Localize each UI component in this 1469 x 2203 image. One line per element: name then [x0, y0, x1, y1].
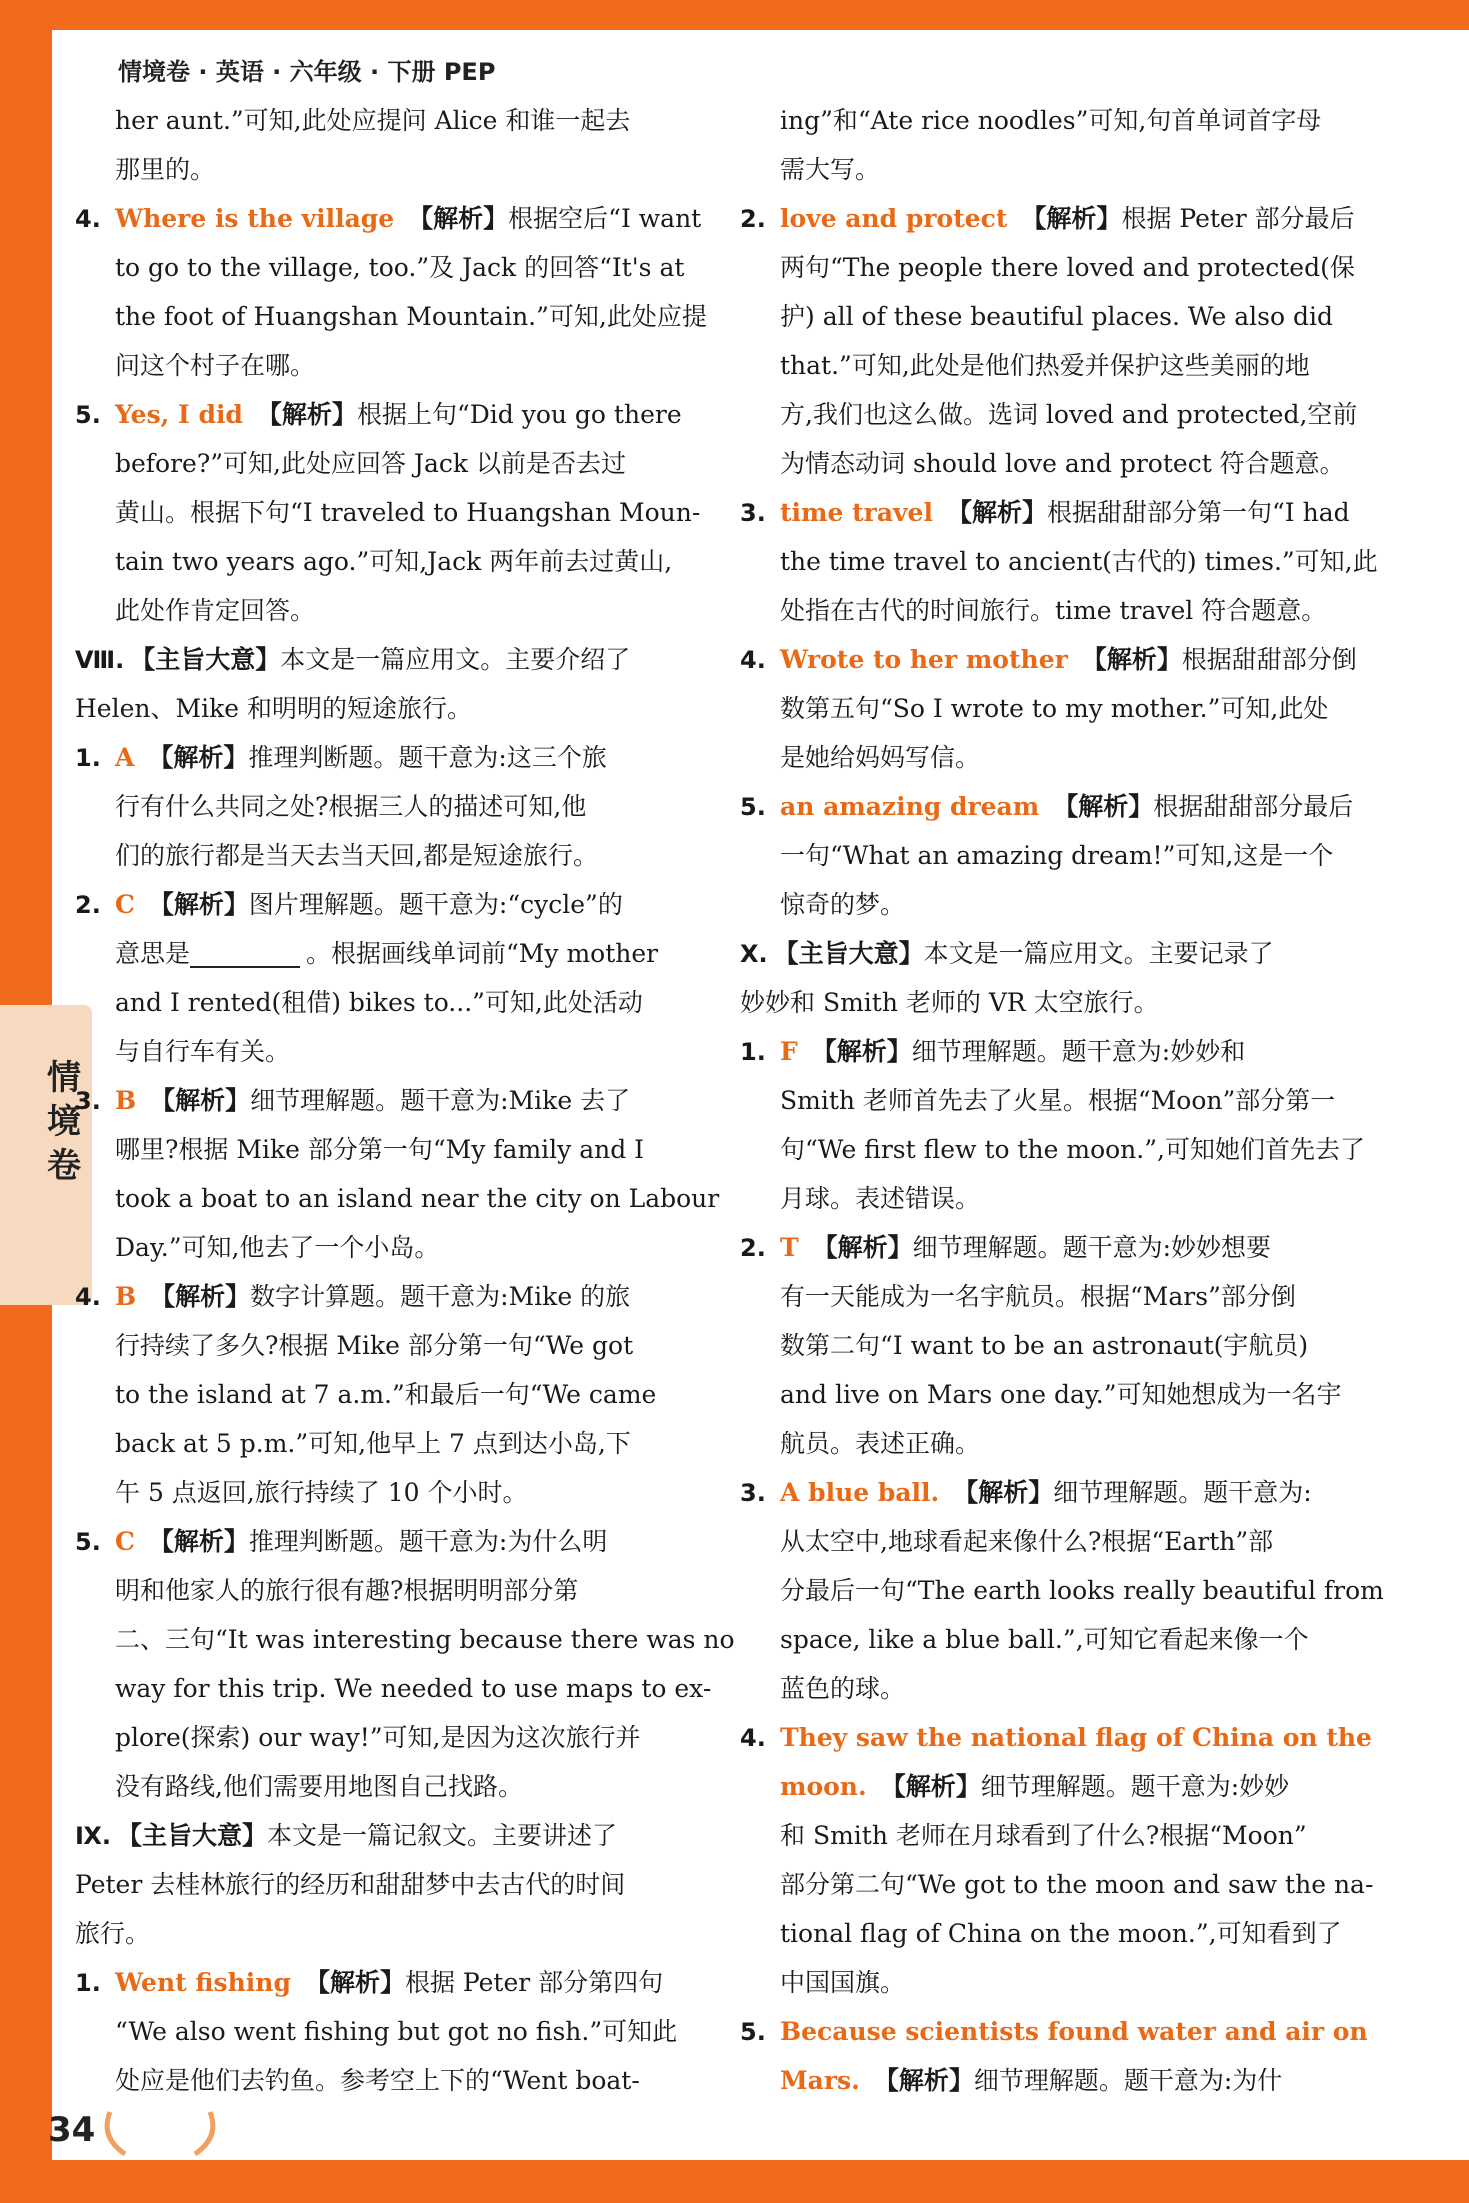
text-line — [75, 1517, 735, 1566]
answer-text: love and protect — [780, 204, 1008, 233]
text-span: 根据上句“Did you go there — [356, 400, 682, 429]
text-line — [115, 1027, 735, 1076]
section-number: Ⅷ. — [75, 646, 125, 674]
item-number: 5. — [75, 401, 101, 429]
text-line — [740, 1468, 1400, 1517]
answer-text: B — [115, 1282, 137, 1311]
text-line — [75, 684, 735, 733]
text-line — [740, 194, 1400, 243]
text-span: 细节理解题。题干意为: — [1053, 1478, 1312, 1507]
text-line — [780, 2056, 1400, 2105]
text-span: that.”可知,此处是他们热爱并保护这些美丽的地 — [780, 351, 1310, 380]
analysis-tag: 【解析】 — [408, 204, 509, 233]
item-number: 3. — [75, 1087, 101, 1115]
text-span: the foot of Huangshan Mountain.”可知,此处应提 — [115, 302, 707, 331]
text-span: the time travel to ancient(古代的) times.”可知,此 — [780, 547, 1378, 576]
text-line — [115, 1419, 735, 1468]
text-span: 与自行车有关。 — [115, 1037, 291, 1066]
text-span: 分最后一句“The earth looks really beautiful from — [780, 1576, 1384, 1605]
text-line — [780, 684, 1400, 733]
text-span: 根据 Peter 部分最后 — [1121, 204, 1355, 233]
analysis-tag: 【解析】 — [148, 1527, 249, 1556]
answer-text: Mars. — [780, 2066, 860, 2095]
text-line — [740, 1223, 1400, 1272]
text-line — [780, 1076, 1400, 1125]
text-span: before?”可知,此处应回答 Jack 以前是否去过 — [115, 449, 626, 478]
text-line — [75, 1958, 735, 2007]
text-span: 午 5 点返回,旅行持续了 10 个小时。 — [115, 1478, 528, 1507]
text-line — [115, 341, 735, 390]
text-line — [780, 1958, 1400, 2007]
text-line — [740, 635, 1400, 684]
text-line — [780, 439, 1400, 488]
item-number: 1. — [75, 744, 101, 772]
text-line — [780, 831, 1400, 880]
analysis-tag: 【解析】 — [1053, 792, 1154, 821]
text-line — [115, 537, 735, 586]
text-line — [115, 243, 735, 292]
analysis-tag: 【解析】 — [150, 1086, 251, 1115]
text-span: Smith 老师首先去了火星。根据“Moon”部分第一 — [780, 1086, 1336, 1115]
answer-text: C — [115, 890, 135, 919]
answer-text: an amazing dream — [780, 792, 1040, 821]
text-span: 哪里?根据 Mike 部分第一句“My family and I — [115, 1135, 645, 1164]
text-line — [75, 1860, 735, 1909]
item-number: 5. — [75, 1528, 101, 1556]
text-line — [780, 341, 1400, 390]
text-span: 细节理解题。题干意为:妙妙 — [980, 1772, 1290, 1801]
text-span: 航员。表述正确。 — [780, 1429, 981, 1458]
text-span: 推理判断题。题干意为:这三个旅 — [248, 743, 607, 772]
analysis-tag: 【解析】 — [304, 1968, 405, 1997]
text-line — [780, 880, 1400, 929]
answer-text: time travel — [780, 498, 933, 527]
text-line — [75, 1076, 735, 1125]
answer-text: They saw the national flag of China on the — [780, 1723, 1372, 1752]
text-line — [780, 96, 1400, 145]
text-span: 根据甜甜部分第一句“I had — [1046, 498, 1350, 527]
text-span: 一句“What an amazing dream!”可知,这是一个 — [780, 841, 1334, 870]
text-line — [115, 488, 735, 537]
item-number: 5. — [740, 2018, 766, 2046]
item-number: 3. — [740, 1479, 766, 1507]
answer-text: A — [115, 743, 135, 772]
text-span: 根据甜甜部分倒 — [1181, 645, 1357, 674]
text-line — [115, 1566, 735, 1615]
analysis-tag: 【解析】 — [148, 890, 249, 919]
text-line — [780, 1419, 1400, 1468]
analysis-tag: 【解析】 — [811, 1037, 912, 1066]
text-line — [740, 978, 1400, 1027]
text-span: 明和他家人的旅行很有趣?根据明明部分第 — [115, 1576, 579, 1605]
text-span: 二、三句“It was interesting because there was no — [115, 1625, 735, 1654]
answer-text: A blue ball. — [780, 1478, 940, 1507]
text-span: 为情态动词 should love and protect 符合题意。 — [780, 449, 1345, 478]
text-line — [780, 1125, 1400, 1174]
text-line — [780, 145, 1400, 194]
text-line — [780, 1517, 1400, 1566]
text-span: 行持续了多久?根据 Mike 部分第一句“We got — [115, 1331, 634, 1360]
item-number: 4. — [75, 205, 101, 233]
text-line — [780, 1664, 1400, 1713]
text-span: way for this trip. We needed to use maps to ex- — [115, 1674, 712, 1703]
text-span: 细节理解题。题干意为:妙妙和 — [911, 1037, 1246, 1066]
text-line — [115, 439, 735, 488]
text-span: 两句“The people there loved and protected(保 — [780, 253, 1355, 282]
text-line — [780, 390, 1400, 439]
text-line — [740, 2007, 1400, 2056]
page-number: 34 — [48, 2110, 96, 2150]
analysis-tag: 【解析】 — [1081, 645, 1182, 674]
right-column — [740, 96, 1400, 2105]
text-line — [780, 1370, 1400, 1419]
text-span: 部分第二句“We got to the moon and saw the na- — [780, 1870, 1374, 1899]
text-span: 蓝色的球。 — [780, 1674, 906, 1703]
answer-text: Where is the village — [115, 204, 395, 233]
text-line — [115, 929, 735, 978]
answer-text: Yes, I did — [115, 400, 243, 429]
text-line — [780, 537, 1400, 586]
text-line — [780, 1860, 1400, 1909]
text-line — [115, 96, 735, 145]
analysis-tag: 【解析】 — [946, 498, 1047, 527]
item-number: 2. — [740, 205, 766, 233]
text-line — [780, 1909, 1400, 1958]
text-span: 方,我们也这么做。选词 loved and protected,空前 — [780, 400, 1358, 429]
text-line — [115, 1762, 735, 1811]
item-number: 2. — [740, 1234, 766, 1262]
text-line — [780, 586, 1400, 635]
text-span: 那里的。 — [115, 155, 216, 184]
analysis-tag: 【解析】 — [873, 2066, 974, 2095]
analysis-tag: 【解析】 — [256, 400, 357, 429]
text-span: tain two years ago.”可知,Jack 两年前去过黄山, — [115, 547, 673, 576]
text-line — [780, 1615, 1400, 1664]
text-span: 处指在古代的时间旅行。time travel 符合题意。 — [780, 596, 1327, 625]
text-line — [780, 1762, 1400, 1811]
item-number: 3. — [740, 499, 766, 527]
text-line — [115, 1468, 735, 1517]
text-span: 们的旅行都是当天去当天回,都是短途旅行。 — [115, 841, 598, 870]
text-span: space, like a blue ball.”,可知它看起来像一个 — [780, 1625, 1309, 1654]
text-span: 和 Smith 老师在月球看到了什么?根据“Moon” — [780, 1821, 1307, 1850]
text-line — [115, 1615, 735, 1664]
text-line — [75, 880, 735, 929]
text-line — [115, 1321, 735, 1370]
item-number: 1. — [740, 1038, 766, 1066]
text-line — [115, 1125, 735, 1174]
text-span: 数字计算题。题干意为:Mike 的旅 — [250, 1282, 631, 1311]
text-span: 护) all of these beautiful places. We also did — [780, 302, 1334, 331]
text-line — [75, 194, 735, 243]
text-line — [740, 488, 1400, 537]
text-line — [115, 1370, 735, 1419]
answer-text: B — [115, 1086, 137, 1115]
answer-text: Went fishing — [115, 1968, 291, 1997]
text-span: ing”和“Ate rice noodles”可知,句首单词首字母 — [780, 106, 1322, 135]
text-line — [780, 1811, 1400, 1860]
section-number: Ⅹ. — [740, 940, 768, 968]
text-line — [780, 1272, 1400, 1321]
text-span: 有一天能成为一名宇航员。根据“Mars”部分倒 — [780, 1282, 1296, 1311]
answer-text: Because scientists found water and air on — [780, 2017, 1368, 2046]
text-line — [115, 145, 735, 194]
text-span: Helen、Mike 和明明的短途旅行。 — [75, 694, 472, 723]
text-span: 细节理解题。题干意为:妙妙想要 — [912, 1233, 1272, 1262]
text-span: 细节理解题。题干意为:为什 — [973, 2066, 1283, 2095]
text-span: 惊奇的梦。 — [780, 890, 906, 919]
text-line — [75, 733, 735, 782]
text-span: 意思是 — [115, 939, 191, 968]
text-line — [75, 1272, 735, 1321]
text-line — [75, 1811, 735, 1860]
answer-text: C — [115, 1527, 135, 1556]
text-span: 本文是一篇应用文。主要介绍了 — [280, 645, 631, 674]
analysis-tag: 【解析】 — [880, 1772, 981, 1801]
text-span: 。根据画线单词前“My mother — [306, 939, 659, 968]
answer-text: T — [780, 1233, 799, 1262]
text-line — [115, 782, 735, 831]
text-line — [780, 243, 1400, 292]
text-span: 是她给妈妈写信。 — [780, 743, 981, 772]
text-span: 问这个村子在哪。 — [115, 351, 316, 380]
text-span: 推理判断题。题干意为:为什么明 — [248, 1527, 608, 1556]
text-span: 数第五句“So I wrote to my mother.”可知,此处 — [780, 694, 1329, 723]
text-line — [115, 831, 735, 880]
text-line — [115, 1664, 735, 1713]
analysis-tag: 【主旨大意】 — [130, 645, 281, 674]
text-span: to go to the village, too.”及 Jack 的回答“It's at — [115, 253, 685, 282]
text-span: to the island at 7 a.m.”和最后一句“We came — [115, 1380, 657, 1409]
text-span: her aunt.”可知,此处应提问 Alice 和谁一起去 — [115, 106, 631, 135]
text-span: Day.”可知,他去了一个小岛。 — [115, 1233, 440, 1262]
answer-text: moon. — [780, 1772, 867, 1801]
text-span: Peter 去桂林旅行的经历和甜甜梦中去古代的时间 — [75, 1870, 626, 1899]
text-span: and I rented(租借) bikes to...”可知,此处活动 — [115, 988, 643, 1017]
text-line — [740, 1027, 1400, 1076]
analysis-tag: 【解析】 — [148, 743, 249, 772]
text-line — [115, 1174, 735, 1223]
analysis-tag: 【解析】 — [953, 1478, 1054, 1507]
item-number: 5. — [740, 793, 766, 821]
text-span: 黄山。根据下句“I traveled to Huangshan Moun- — [115, 498, 701, 527]
analysis-tag: 【解析】 — [150, 1282, 251, 1311]
fill-blank — [190, 936, 300, 968]
text-line — [740, 782, 1400, 831]
text-span: 本文是一篇记叙文。主要讲述了 — [267, 1821, 618, 1850]
text-line — [115, 292, 735, 341]
text-span: 句“We first flew to the moon.”,可知她们首先去了 — [780, 1135, 1365, 1164]
analysis-tag: 【主旨大意】 — [773, 939, 924, 968]
text-line — [780, 733, 1400, 782]
text-line — [115, 2056, 735, 2105]
text-span: “We also went fishing but got no fish.”可知此 — [115, 2017, 678, 2046]
text-span: 图片理解题。题干意为:“cycle”的 — [248, 890, 623, 919]
text-line — [75, 390, 735, 439]
analysis-tag: 【主旨大意】 — [117, 1821, 268, 1850]
text-span: 此处作肯定回答。 — [115, 596, 316, 625]
page-number-laurel-icon — [100, 2102, 220, 2162]
text-line — [115, 2007, 735, 2056]
text-line — [780, 292, 1400, 341]
text-span: plore(探索) our way!”可知,是因为这次旅行并 — [115, 1723, 641, 1752]
text-line — [780, 1174, 1400, 1223]
text-line — [75, 1909, 735, 1958]
text-line — [780, 1321, 1400, 1370]
text-span: 数第二句“I want to be an astronaut(宇航员) — [780, 1331, 1309, 1360]
answer-text: Wrote to her mother — [780, 645, 1068, 674]
text-line — [740, 1713, 1400, 1762]
text-span: back at 5 p.m.”可知,他早上 7 点到达小岛,下 — [115, 1429, 631, 1458]
text-span: 行有什么共同之处?根据三人的描述可知,他 — [115, 792, 587, 821]
answer-text: F — [780, 1037, 798, 1066]
text-line — [780, 1566, 1400, 1615]
text-span: 没有路线,他们需要用地图自己找路。 — [115, 1772, 523, 1801]
text-span: 妙妙和 Smith 老师的 VR 太空旅行。 — [740, 988, 1159, 1017]
text-line — [115, 1713, 735, 1762]
text-line — [115, 586, 735, 635]
text-line — [75, 635, 735, 684]
text-span: 本文是一篇应用文。主要记录了 — [923, 939, 1274, 968]
text-line — [115, 1223, 735, 1272]
text-span: 根据 Peter 部分第四句 — [404, 1968, 664, 1997]
text-span: took a boat to an island near the city on Labour — [115, 1184, 720, 1213]
text-span: 根据空后“I want — [508, 204, 702, 233]
text-span: and live on Mars one day.”可知她想成为一名宇 — [780, 1380, 1342, 1409]
side-tab-label: 情境卷 — [47, 1058, 81, 1186]
left-column — [75, 96, 735, 2105]
running-header: 情境卷 · 英语 · 六年级 · 下册 PEP — [118, 58, 496, 86]
item-number: 4. — [740, 1724, 766, 1752]
text-span: 旅行。 — [75, 1919, 151, 1948]
section-number: Ⅸ. — [75, 1822, 112, 1850]
text-span: 需大写。 — [780, 155, 881, 184]
text-span: tional flag of China on the moon.”,可知看到了 — [780, 1919, 1342, 1948]
item-number: 4. — [740, 646, 766, 674]
text-span: 月球。表述错误。 — [780, 1184, 981, 1213]
text-span: 处应是他们去钓鱼。参考空上下的“Went boat- — [115, 2066, 640, 2095]
text-span: 细节理解题。题干意为:Mike 去了 — [250, 1086, 631, 1115]
item-number: 1. — [75, 1969, 101, 1997]
analysis-tag: 【解析】 — [1021, 204, 1122, 233]
text-span: 从太空中,地球看起来像什么?根据“Earth”部 — [780, 1527, 1274, 1556]
text-span: 根据甜甜部分最后 — [1153, 792, 1354, 821]
item-number: 4. — [75, 1283, 101, 1311]
analysis-tag: 【解析】 — [812, 1233, 913, 1262]
text-line — [115, 978, 735, 1027]
text-span: 中国国旗。 — [780, 1968, 906, 1997]
item-number: 2. — [75, 891, 101, 919]
text-line — [740, 929, 1400, 978]
